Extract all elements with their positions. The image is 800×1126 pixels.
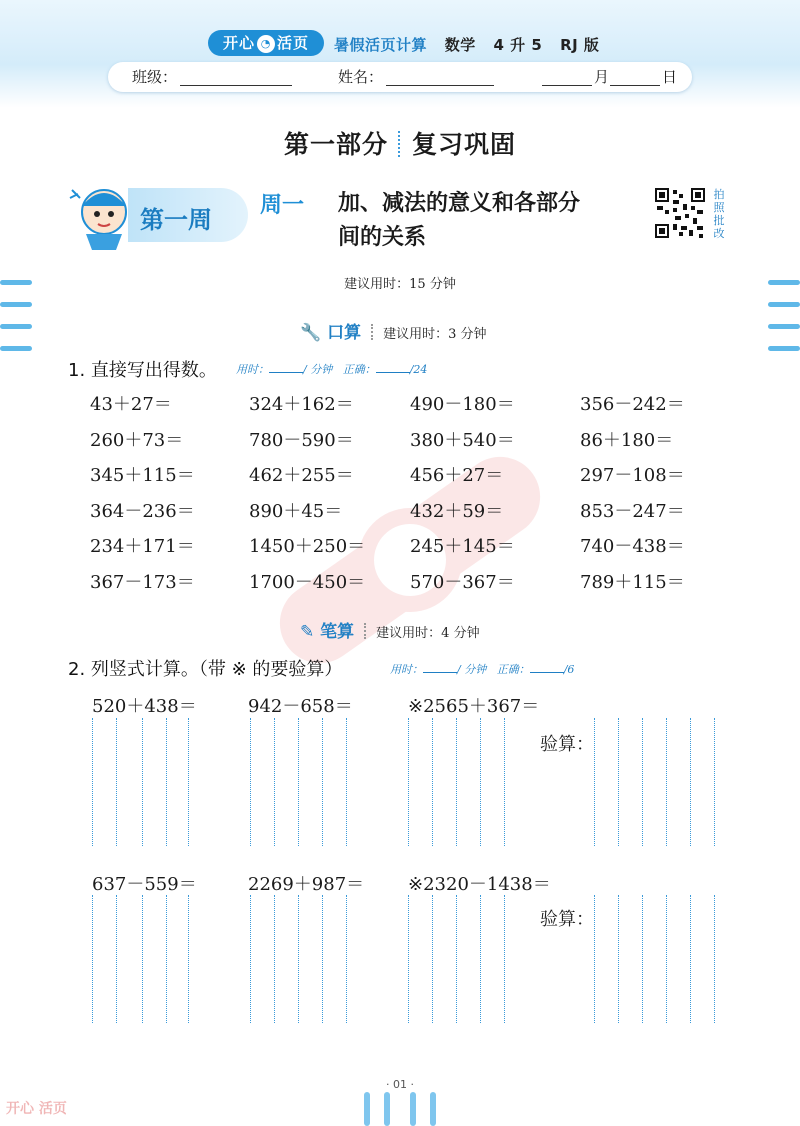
oral-section-header <box>300 318 487 343</box>
grid-line <box>188 895 189 1023</box>
oral-expression: 456＋27＝ <box>410 465 504 486</box>
series-name: 暑假活页计算 <box>334 36 428 54</box>
grid-line <box>250 895 251 1023</box>
side-stripe-left <box>0 324 32 329</box>
oral-expression: 789＋115＝ <box>580 571 685 593</box>
name-field[interactable] <box>386 67 494 86</box>
series-title <box>334 34 611 55</box>
grid-line <box>116 718 117 846</box>
grid-line <box>432 718 433 846</box>
grid-line <box>642 895 643 1023</box>
written-section-header <box>300 617 480 642</box>
edition: RJ 版 <box>560 36 600 54</box>
oral-expression: 780－590＝ <box>249 429 354 451</box>
oral-expression: 1450＋250＝ <box>249 536 366 557</box>
oral-expression: 740－438＝ <box>580 536 685 557</box>
grid-line <box>456 718 457 846</box>
oral-expression: 364－236＝ <box>90 500 195 522</box>
question-1-meta: 用时： / 分钟 正确： /24 <box>236 363 428 376</box>
grid-line <box>408 895 409 1023</box>
written-expression: 2269＋987＝ <box>248 874 365 895</box>
side-stripe-left <box>0 346 32 351</box>
oral-expression: 43＋27＝ <box>90 394 172 415</box>
time-blank[interactable] <box>269 362 303 373</box>
name-label: 姓名： <box>338 68 384 86</box>
grid-line <box>346 718 347 846</box>
lesson-title-line2: 间的关系 <box>338 225 427 250</box>
wrench-icon: 🔧 <box>300 323 322 343</box>
side-stripe-right <box>768 324 800 329</box>
footer-bar <box>364 1092 370 1126</box>
written-expression: ※2320－1438＝ <box>408 874 551 895</box>
grid-line <box>408 718 409 846</box>
grid-line <box>322 895 323 1023</box>
side-stripe-left <box>0 302 32 307</box>
grid-line <box>274 895 275 1023</box>
question-2-meta: 用时： / 分钟 正确： /6 <box>390 663 575 676</box>
grid-line <box>594 895 595 1023</box>
month-field[interactable] <box>542 67 592 86</box>
oral-expression: 490－180＝ <box>410 394 515 415</box>
side-stripe-right <box>768 302 800 307</box>
grid-line <box>666 718 667 846</box>
grid-line <box>346 895 347 1023</box>
grid-line <box>166 895 167 1023</box>
student-info-bar <box>108 62 692 92</box>
grid-line <box>666 895 667 1023</box>
written-time: 建议用时：4 分钟 <box>376 626 480 641</box>
grid-line <box>618 895 619 1023</box>
side-stripe-right <box>768 280 800 285</box>
footer-bar <box>384 1092 390 1126</box>
grid-line <box>432 895 433 1023</box>
footer-bar <box>410 1092 416 1126</box>
grid-line <box>456 895 457 1023</box>
qr-code-icon[interactable] <box>655 188 705 238</box>
question-2-title: 2. 列竖式计算。（带 ※ 的要验算） <box>68 659 343 680</box>
week-label: 第一周 <box>140 205 212 234</box>
lesson-title-line1: 加、减法的意义和各部分 <box>338 191 581 216</box>
oral-expression: 367－173＝ <box>90 571 195 593</box>
suggested-time: 建议用时：15 分钟 <box>344 277 456 292</box>
class-label: 班级： <box>132 68 178 86</box>
correct-blank[interactable] <box>530 662 564 673</box>
oral-expression: 245＋145＝ <box>410 536 515 557</box>
oral-expression: 324＋162＝ <box>249 394 354 415</box>
mascot-icon <box>66 172 138 252</box>
day-label: 日 <box>662 68 678 86</box>
side-stripe-left <box>0 280 32 285</box>
written-expression: ※2565＋367＝ <box>408 696 540 717</box>
scan-to-grade-label: 拍 照 批 改 <box>713 188 725 240</box>
grid-line <box>642 718 643 846</box>
part-title <box>0 125 800 161</box>
page-number: · 01 · <box>386 1078 414 1091</box>
question-1-title: 1. 直接写出得数。 <box>68 360 217 381</box>
oral-expression: 890＋45＝ <box>249 500 343 522</box>
grid-line <box>690 718 691 846</box>
grid-line <box>142 718 143 846</box>
oral-expression: 380＋540＝ <box>410 429 515 451</box>
oral-expression: 260＋73＝ <box>90 429 184 451</box>
grid-line <box>714 895 715 1023</box>
day-label-monday: 周一 <box>260 193 305 218</box>
oral-expression: 462＋255＝ <box>249 465 354 486</box>
grid-line <box>618 718 619 846</box>
grid-line <box>142 895 143 1023</box>
grid-line <box>298 718 299 846</box>
part-right: 复习巩固 <box>412 130 517 159</box>
oral-expression: 234＋171＝ <box>90 536 195 557</box>
verify-label: 验算： <box>540 734 594 755</box>
oral-expression: 345＋115＝ <box>90 465 195 486</box>
oral-expression: 432＋59＝ <box>410 500 504 522</box>
written-expression: 942－658＝ <box>248 696 353 717</box>
oral-expression: 853－247＝ <box>580 500 685 522</box>
class-field[interactable] <box>180 67 292 86</box>
part-left: 第一部分 <box>283 130 388 159</box>
oral-label: 口算 <box>327 323 362 343</box>
brand-logo: 开心 ◔ 活页 <box>208 30 324 56</box>
grid-line <box>322 718 323 846</box>
side-stripe-right <box>768 346 800 351</box>
grid-line <box>166 718 167 846</box>
subject: 数学 <box>444 36 476 54</box>
oral-expression: 86＋180＝ <box>580 429 674 451</box>
grid-line <box>480 718 481 846</box>
grid-line <box>274 718 275 846</box>
written-expression: 520＋438＝ <box>92 696 197 717</box>
pencil-icon: ✎ <box>300 622 315 642</box>
grid-line <box>188 718 189 846</box>
oral-expression: 570－367＝ <box>410 571 515 593</box>
grid-line <box>504 718 505 846</box>
oral-time: 建议用时：3 分钟 <box>383 327 487 342</box>
oral-expression: 356－242＝ <box>580 394 685 415</box>
lesson-title <box>338 187 658 255</box>
grid-line <box>690 895 691 1023</box>
corner-watermark: 开心 活页 <box>6 1101 67 1117</box>
grid-line <box>92 718 93 846</box>
time-blank[interactable] <box>423 662 457 673</box>
oral-expression: 297－108＝ <box>580 465 685 486</box>
day-field[interactable] <box>610 67 660 86</box>
grid-line <box>92 895 93 1023</box>
grid-line <box>298 895 299 1023</box>
correct-blank[interactable] <box>376 362 410 373</box>
footer-bar <box>430 1092 436 1126</box>
month-label: 月 <box>594 68 610 86</box>
oral-expression: 1700－450＝ <box>249 571 366 593</box>
written-expression: 637－559＝ <box>92 874 197 895</box>
grid-line <box>116 895 117 1023</box>
grade: 4 升 5 <box>493 36 543 54</box>
grid-line <box>250 718 251 846</box>
grid-line <box>714 718 715 846</box>
verify-label: 验算： <box>540 909 594 930</box>
written-label: 笔算 <box>320 622 355 642</box>
grid-line <box>480 895 481 1023</box>
grid-line <box>594 718 595 846</box>
grid-line <box>504 895 505 1023</box>
